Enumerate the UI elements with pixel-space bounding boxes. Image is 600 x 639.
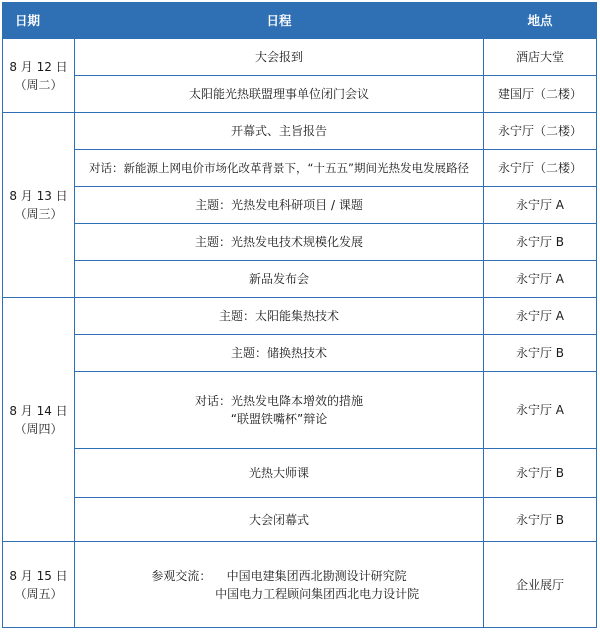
location-cell: 建国厅（二楼） [484,76,597,113]
table-row [3,372,597,449]
location-cell: 永宁厅 A [484,298,597,335]
location-cell: 酒店大堂 [484,39,597,76]
schedule-cell: 太阳能光热联盟理事单位闭门会议 [75,76,484,113]
header-date: 日期 [3,3,75,39]
table-row [3,542,597,628]
schedule-cell: 对话：光热发电降本增效的措施 “联盟铁嘴杯”辩论 [75,372,484,449]
table-row [3,150,597,187]
schedule-cell: 新品发布会 [75,261,484,298]
table-row [3,498,597,542]
date-cell-aug13: 8 月 13 日 （周三） [3,113,75,298]
table-row [3,39,597,76]
location-cell: 永宁厅 B [484,498,597,542]
table-row [3,224,597,261]
table-row [3,113,597,150]
location-cell: 永宁厅（二楼） [484,113,597,150]
schedule-cell: 主题：太阳能集热技术 [75,298,484,335]
location-cell: 企业展厅 [484,542,597,628]
table-row [3,335,597,372]
schedule-cell: 参观交流： 中国电建集团西北勘测设计研究院 中国电力工程顾问集团西北电力设计院 [75,542,484,628]
location-cell: 永宁厅 B [484,224,597,261]
date-cell-aug14: 8 月 14 日 （周四） [3,298,75,542]
location-cell: 永宁厅 B [484,335,597,372]
date-cell-aug15: 8 月 15 日 （周五） [3,542,75,628]
date-cell-aug12: 8 月 12 日 （周二） [3,39,75,113]
schedule-cell: 开幕式、主旨报告 [75,113,484,150]
table-row [3,449,597,498]
header-row [3,3,597,39]
schedule-cell: 主题：光热发电科研项目 / 课题 [75,187,484,224]
schedule-cell: 主题：光热发电技术规模化发展 [75,224,484,261]
header-schedule: 日程 [75,3,484,39]
location-cell: 永宁厅 B [484,449,597,498]
table-row [3,298,597,335]
schedule-cell: 大会报到 [75,39,484,76]
table-row [3,76,597,113]
location-cell: 永宁厅 A [484,372,597,449]
schedule-cell: 大会闭幕式 [75,498,484,542]
header-location: 地点 [484,3,597,39]
table-row [3,187,597,224]
schedule-cell: 主题：储换热技术 [75,335,484,372]
schedule-table [2,2,597,628]
table-row [3,261,597,298]
location-cell: 永宁厅（二楼） [484,150,597,187]
schedule-cell: 对话：新能源上网电价市场化改革背景下，“十五五”期间光热发电发展路径 [75,150,484,187]
schedule-cell: 光热大师课 [75,449,484,498]
location-cell: 永宁厅 A [484,261,597,298]
location-cell: 永宁厅 A [484,187,597,224]
